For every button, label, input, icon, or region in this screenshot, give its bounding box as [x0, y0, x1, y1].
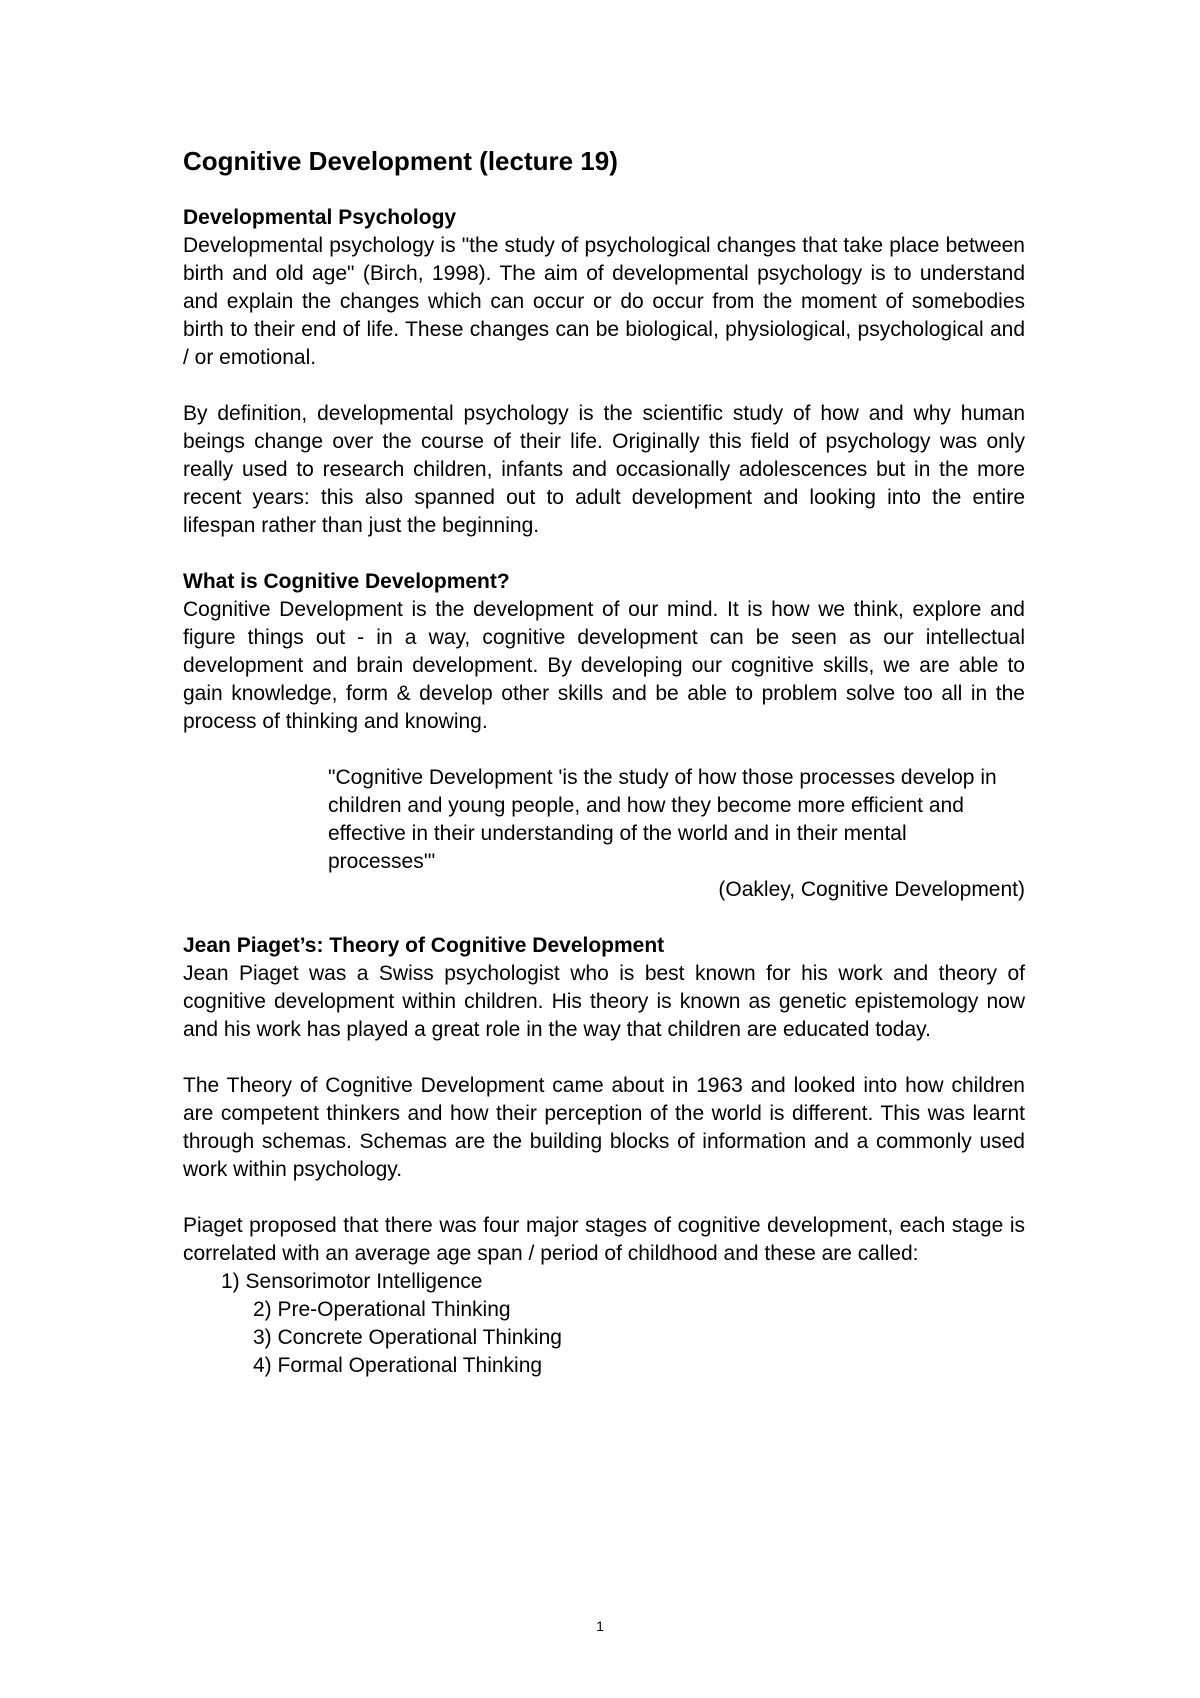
section-heading-piaget-theory: Jean Piaget’s: Theory of Cognitive Development: [183, 934, 665, 957]
list-item: 3) Concrete Operational Thinking: [253, 1326, 562, 1349]
paragraph: Jean Piaget was a Swiss psychologist who is best known for his work and theory of cognitive development within children. His theory is known as genetic epistemology now and his work has played a great role in the way that children are educated today.: [183, 962, 1025, 1041]
quote-citation: (Oakley, Cognitive Development): [718, 878, 1025, 901]
page-number: 1: [596, 1618, 604, 1634]
document-body: [183, 144, 1025, 1380]
list-item: 4) Formal Operational Thinking: [253, 1354, 543, 1377]
list-item: 1) Sensorimotor Intelligence: [221, 1270, 483, 1293]
document-title: Cognitive Development (lecture 19): [183, 146, 618, 176]
paragraph: Cognitive Development is the development of our mind. It is how we think, explore and figure things out - in a way, cognitive development can be seen as our intellectual development and brain development. By developing our cognitive skills, we are able to gain knowledge, form & develop other skills and be able to problem solve too all in the process of thinking and knowing.: [183, 598, 1025, 733]
paragraph: The Theory of Cognitive Development came about in 1963 and looked into how children are competent thinkers and how their perception of the world is different. This was learnt through schemas. Schemas are the building blocks of information and a commonly used work within psychology.: [183, 1074, 1025, 1181]
stage-list: [183, 1268, 1025, 1380]
paragraph: By definition, developmental psychology is the scientific study of how and why human beings change over the course of their life. Originally this field of psychology was only really used to research children, infants and occasionally adolescences but in the more recent years: this also spanned out to adult development and looking into the entire lifespan rather than just the beginning.: [183, 402, 1025, 537]
section-heading-developmental-psychology: Developmental Psychology: [183, 206, 457, 229]
section-heading-what-is-cognitive-development: What is Cognitive Development?: [183, 570, 510, 593]
paragraph: Piaget proposed that there was four major stages of cognitive development, each stage is correlated with an average age span / period of childhood and these are called:: [183, 1214, 1025, 1265]
paragraph: Developmental psychology is "the study of psychological changes that take place between birth and old age" (Birch, 1998). The aim of developmental psychology is to understand and explain the changes which can occur or do occur from the moment of somebodies birth to their end of life. These changes can be biological, physiological, psychological and / or emotional.: [183, 234, 1025, 369]
block-quote: "Cognitive Development 'is the study of how those processes develop in children and young people, and how they become more efficient and effective in their understanding of the world and in their mental processes'": [328, 766, 997, 873]
list-item: 2) Pre-Operational Thinking: [253, 1298, 511, 1321]
